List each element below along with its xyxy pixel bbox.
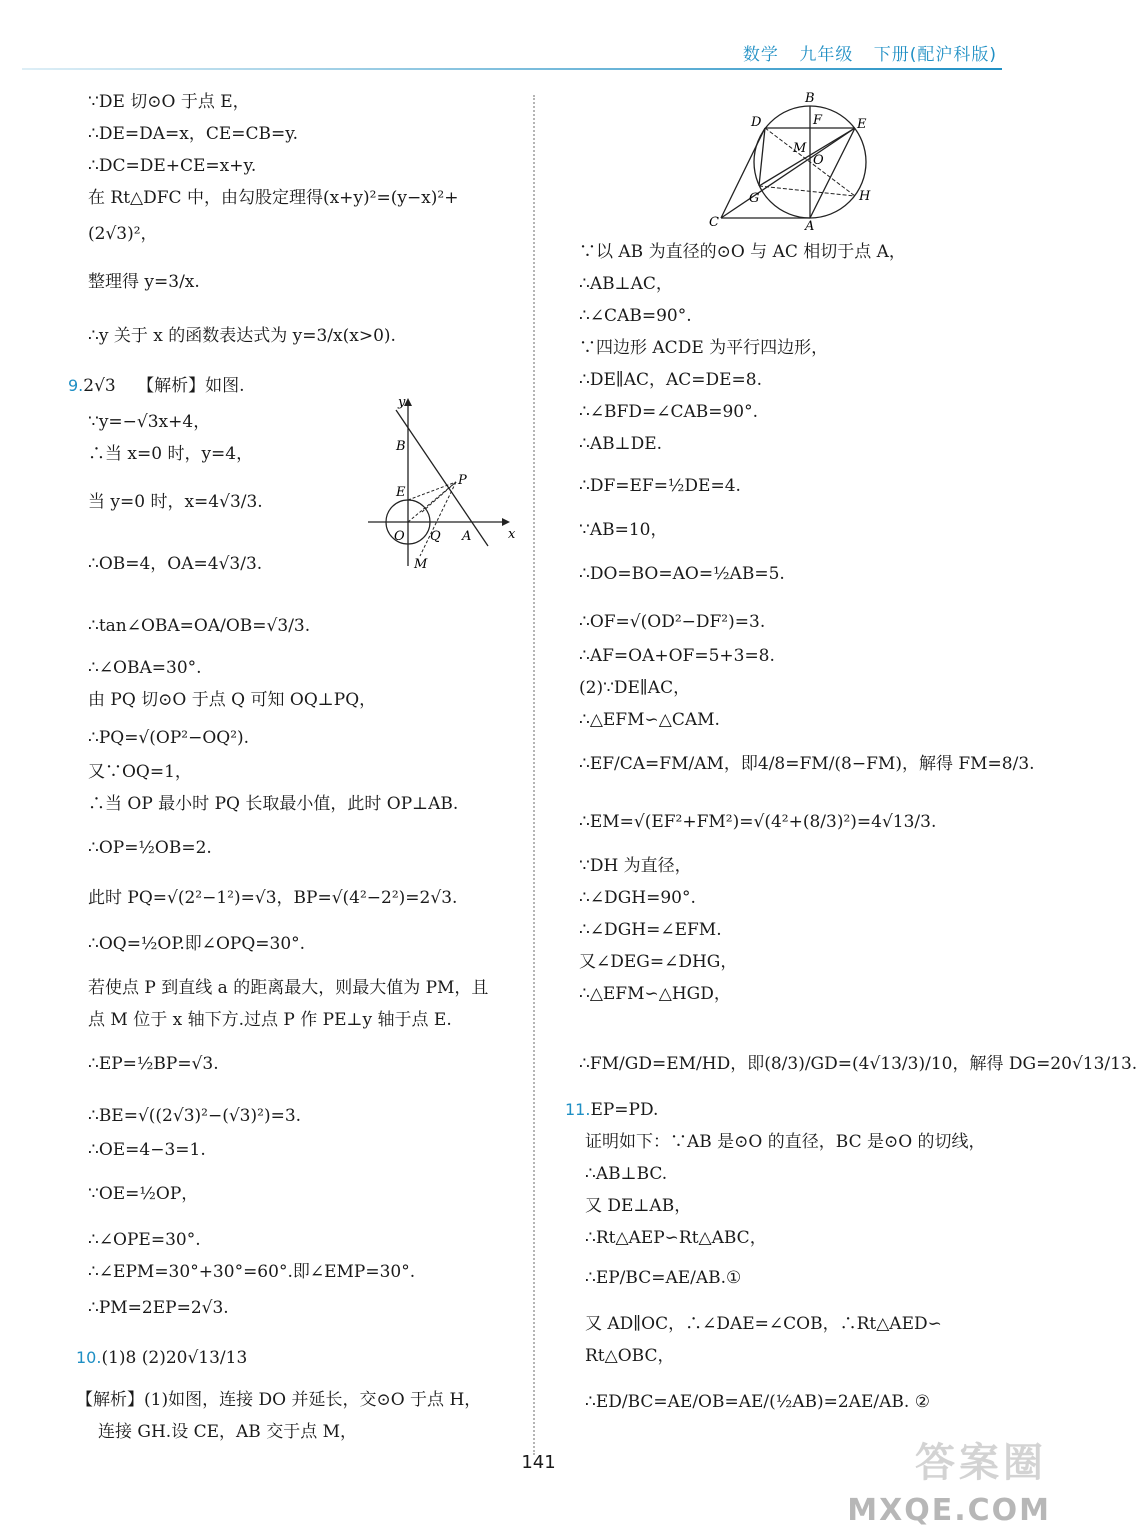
fig9-label-x: x (508, 527, 516, 542)
text-line: ∴DO=BO=AO=½AB=5. (579, 564, 785, 584)
text-line: 当 y=0 时，x=4√3/3. (88, 492, 263, 512)
text-line: 又∵OQ=1， (88, 762, 192, 782)
text-line: ∵四边形 ACDE 为平行四边形， (579, 338, 829, 358)
text-line: ∴∠DGH=∠EFM. (579, 920, 722, 940)
text-line: ∵AB=10， (579, 520, 668, 540)
question-answer: EP=PD. (590, 1100, 659, 1120)
header-subject: 数学 (742, 45, 779, 65)
text-line: ∴∠EPM=30°+30°=60°.即∠EMP=30°. (88, 1262, 416, 1282)
figure-q9 (360, 396, 520, 576)
text-line: 在 Rt△DFC 中，由勾股定理得(x+y)²=(y−x)²+ (88, 188, 459, 208)
text-line: ∴△EFM∽△CAM. (579, 710, 720, 730)
text-line: ∴ED/BC=AE/OB=AE/(½AB)=2AE/AB. ② (585, 1392, 930, 1412)
figure-q10 (705, 90, 895, 234)
text-line: ∴PQ=√(OP²−OQ²). (88, 728, 250, 748)
text-line: ∴AB⊥BC. (585, 1164, 668, 1184)
text-line: 若使点 P 到直线 a 的距离最大，则最大值为 PM，且 (88, 978, 489, 998)
text-line: 整理得 y=3/x. (88, 272, 200, 292)
fig10-label-H: H (859, 189, 871, 204)
fig10-label-B: B (805, 91, 815, 106)
watermark-url: MXQE.COM (847, 1493, 1051, 1528)
text-line: ∴∠OBA=30°. (88, 658, 202, 678)
fig9-label-y: y (398, 395, 406, 410)
text-line: ∴tan∠OBA=OA/OB=√3/3. (88, 616, 311, 636)
text-line: ∴OQ=½OP.即∠OPQ=30°. (88, 934, 306, 954)
text-line: ∴当 OP 最小时 PQ 长取最小值，此时 OP⊥AB. (88, 794, 459, 814)
fig9-label-P: P (458, 473, 467, 488)
text-line: ∴Rt△AEP∽Rt△ABC， (585, 1228, 767, 1248)
text-line: ∴PM=2EP=2√3. (88, 1298, 229, 1318)
question-number: 9. (68, 376, 84, 395)
fig9-label-E: E (396, 485, 406, 500)
fig9-label-M: M (414, 557, 428, 572)
text-line: ∴DE=DA=x，CE=CB=y. (88, 124, 298, 144)
fig10-label-M: M (793, 141, 807, 156)
text-line: ∴∠CAB=90°. (579, 306, 692, 326)
question-number: 10. (76, 1348, 102, 1367)
text-line: (2)∵DE∥AC， (579, 678, 691, 698)
text-line: ∴OB=4，OA=4√3/3. (88, 554, 263, 574)
text-line: ∴∠DGH=90°. (579, 888, 696, 908)
header-rule (22, 68, 1002, 70)
fig10-label-F: F (813, 113, 823, 128)
text-line: ∴EP/BC=AE/AB.① (585, 1268, 742, 1288)
fig9-label-A: A (462, 529, 472, 544)
text-line: ∴∠OPE=30°. (88, 1230, 201, 1250)
text-line: ∴EM=√(EF²+FM²)=√(4²+(8/3)²)=4√13/3. (579, 812, 937, 832)
text-line: ∵以 AB 为直径的⊙O 与 AC 相切于点 A， (579, 242, 906, 262)
text-line: 连接 GH.设 CE，AB 交于点 M， (98, 1422, 358, 1442)
fig10-label-E: E (857, 117, 867, 132)
text-line: 点 M 位于 x 轴下方.过点 P 作 PE⊥y 轴于点 E. (88, 1010, 452, 1030)
text-line: ∴DC=DE+CE=x+y. (88, 156, 257, 176)
question-9-heading (68, 374, 245, 398)
text-line: ∵DH 为直径， (579, 856, 692, 876)
text-line: ∴∠BFD=∠CAB=90°. (579, 402, 759, 422)
page-number: 141 (521, 1452, 556, 1473)
fig10-label-D: D (751, 115, 762, 130)
text-line: ∴y 关于 x 的函数表达式为 y=3/x(x>0). (88, 326, 396, 346)
fig9-label-B: B (396, 439, 406, 454)
fig10-label-A: A (805, 219, 815, 234)
text-line: ∴OF=√(OD²−DF²)=3. (579, 612, 766, 632)
text-line: 又 DE⊥AB， (585, 1196, 692, 1216)
question-answer: 2√3 (83, 376, 116, 396)
header-grade: 九年级 (799, 45, 854, 65)
text-line: Rt△OBC， (585, 1346, 675, 1366)
text-line: 由 PQ 切⊙O 于点 Q 可知 OQ⊥PQ， (88, 690, 377, 710)
fig9-label-Q: Q (430, 529, 441, 544)
text-line: ∴EP=½BP=√3. (88, 1054, 219, 1074)
fig10-label-C: C (709, 215, 719, 230)
text-line: ∵OE=½OP， (88, 1184, 199, 1204)
text-line: ∴当 x=0 时，y=4， (88, 444, 254, 464)
text-line: 【解析】(1)如图，连接 DO 并延长，交⊙O 于点 H， (76, 1390, 482, 1410)
fig10-label-G: G (749, 191, 760, 206)
fig10-label-O: O (813, 153, 824, 168)
header-volume: 下册(配沪科版) (873, 45, 997, 65)
analysis-label: 【解析】如图. (137, 376, 245, 396)
text-line: ∵DE 切⊙O 于点 E， (88, 92, 250, 112)
running-header (729, 40, 997, 65)
text-line: ∴FM/GD=EM/HD，即(8/3)/GD=(4√13/3)/10，解得 DG=20√13/13. (579, 1054, 1137, 1074)
question-answer: (1)8 (2)20√13/13 (101, 1348, 248, 1368)
text-line: ∴EF/CA=FM/AM，即4/8=FM/(8−FM)，解得 FM=8/3. (579, 754, 1035, 774)
text-line: ∴OE=4−3=1. (88, 1140, 206, 1160)
text-line: 此时 PQ=√(2²−1²)=√3，BP=√(4²−2²)=2√3. (88, 888, 458, 908)
fig9-label-O: O (394, 529, 405, 544)
column-divider (533, 95, 535, 1455)
text-line: 又∠DEG=∠DHG， (579, 952, 738, 972)
text-line: ∴AF=OA+OF=5+3=8. (579, 646, 775, 666)
watermark-logo: 答案圈 (915, 1440, 1047, 1486)
text-line: ∴△EFM∽△HGD， (579, 984, 731, 1004)
text-line: ∴DE∥AC，AC=DE=8. (579, 370, 763, 390)
text-line: 又 AD∥OC，∴∠DAE=∠COB，∴Rt△AED∽ (585, 1314, 942, 1334)
text-line: ∴AB⊥AC， (579, 274, 673, 294)
question-10-heading (76, 1346, 247, 1370)
text-line: (2√3)²， (88, 224, 158, 244)
question-11-heading (565, 1098, 658, 1122)
question-number: 11. (565, 1100, 591, 1119)
text-line: ∴BE=√((2√3)²−(√3)²)=3. (88, 1106, 302, 1126)
text-line: ∴OP=½OB=2. (88, 838, 212, 858)
text-line: ∴DF=EF=½DE=4. (579, 476, 741, 496)
text-line: ∵y=−√3x+4， (88, 412, 211, 432)
text-line: ∴AB⊥DE. (579, 434, 663, 454)
text-line: 证明如下：∵AB 是⊙O 的直径，BC 是⊙O 的切线， (585, 1132, 986, 1152)
